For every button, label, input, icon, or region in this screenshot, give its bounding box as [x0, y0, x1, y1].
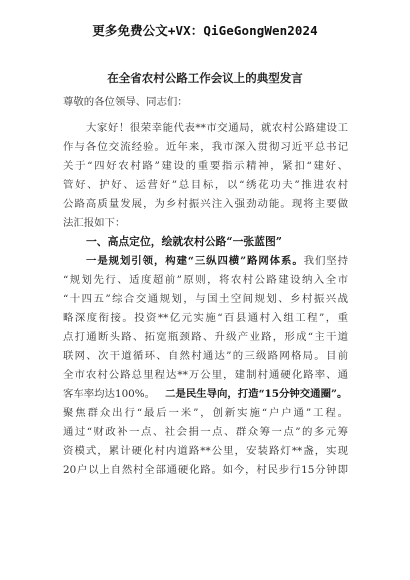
- paragraph-lead-line: [86, 254, 348, 268]
- section-heading: 一、高点定位，绘就农村公路“一张蓝图”: [86, 235, 282, 248]
- body-line: 法汇报如下：: [63, 217, 126, 229]
- body-line: 20户以上自然村全部通硬化路。如今，村民步行15分钟即: [63, 464, 348, 476]
- salutation: 尊敬的各位领导、同志们：: [63, 96, 188, 108]
- paragraph-line-with-lead: [63, 387, 347, 401]
- paragraph-lead: 二是民生导向，打造“15分钟交通圈”。: [165, 388, 348, 400]
- body-line: “规划先行、适度超前”原则，将农村公路建设纳入全市: [63, 274, 348, 286]
- body-line: 略深度衔接。投资**亿元实施“百县通村入组工程”，重: [63, 312, 348, 324]
- body-line: 资模式，累计硬化村内道路**公里，安装路灯**盏，实现: [63, 445, 348, 457]
- paragraph-lead-tail: 我们坚持: [303, 255, 349, 267]
- page-banner: 更多免费公文+VX：QiGeGongWen2024: [92, 23, 318, 38]
- body-line: 联网、次干道循环、自然村通达”的三级路网格局。目前: [63, 350, 348, 362]
- body-line: 全市农村公路总里程达**万公里，建制村通硬化路率、通: [63, 369, 348, 381]
- body-line: 管好、护好、运营好”总目标，以“绣花功夫”推进农村: [63, 179, 348, 191]
- body-line: 关于“四好农村路”建设的重要指示精神，紧扣“建好、: [63, 160, 348, 172]
- body-line: 大家好！很荣幸能代表**市交通局，就农村公路建设工: [86, 122, 348, 134]
- paragraph-lead: 一是规划引领，构建“三纵四横”路网体系。: [86, 255, 304, 267]
- body-line: “十四五”综合交通规划，与国土空间规划、乡村振兴战: [63, 293, 348, 305]
- body-line: 聚焦群众出行“最后一米”，创新实施“户户通”工程。: [63, 407, 348, 419]
- body-line: 点打通断头路、拓宽瓶颈路、升级产业路，形成“主干道: [63, 331, 348, 343]
- body-line: 通过“财政补一点、社会捐一点、群众筹一点”的多元筹: [63, 426, 348, 438]
- document-title: 在全省农村公路工作会议上的典型发言: [107, 71, 303, 85]
- body-fragment: 客车率均达100%。: [63, 388, 156, 400]
- body-line: 作与各位交流经验。近年来，我市深入贯彻习近平总书记: [63, 141, 348, 153]
- body-line: 公路高质量发展，为乡村振兴注入强劲动能。现将主要做: [63, 198, 348, 210]
